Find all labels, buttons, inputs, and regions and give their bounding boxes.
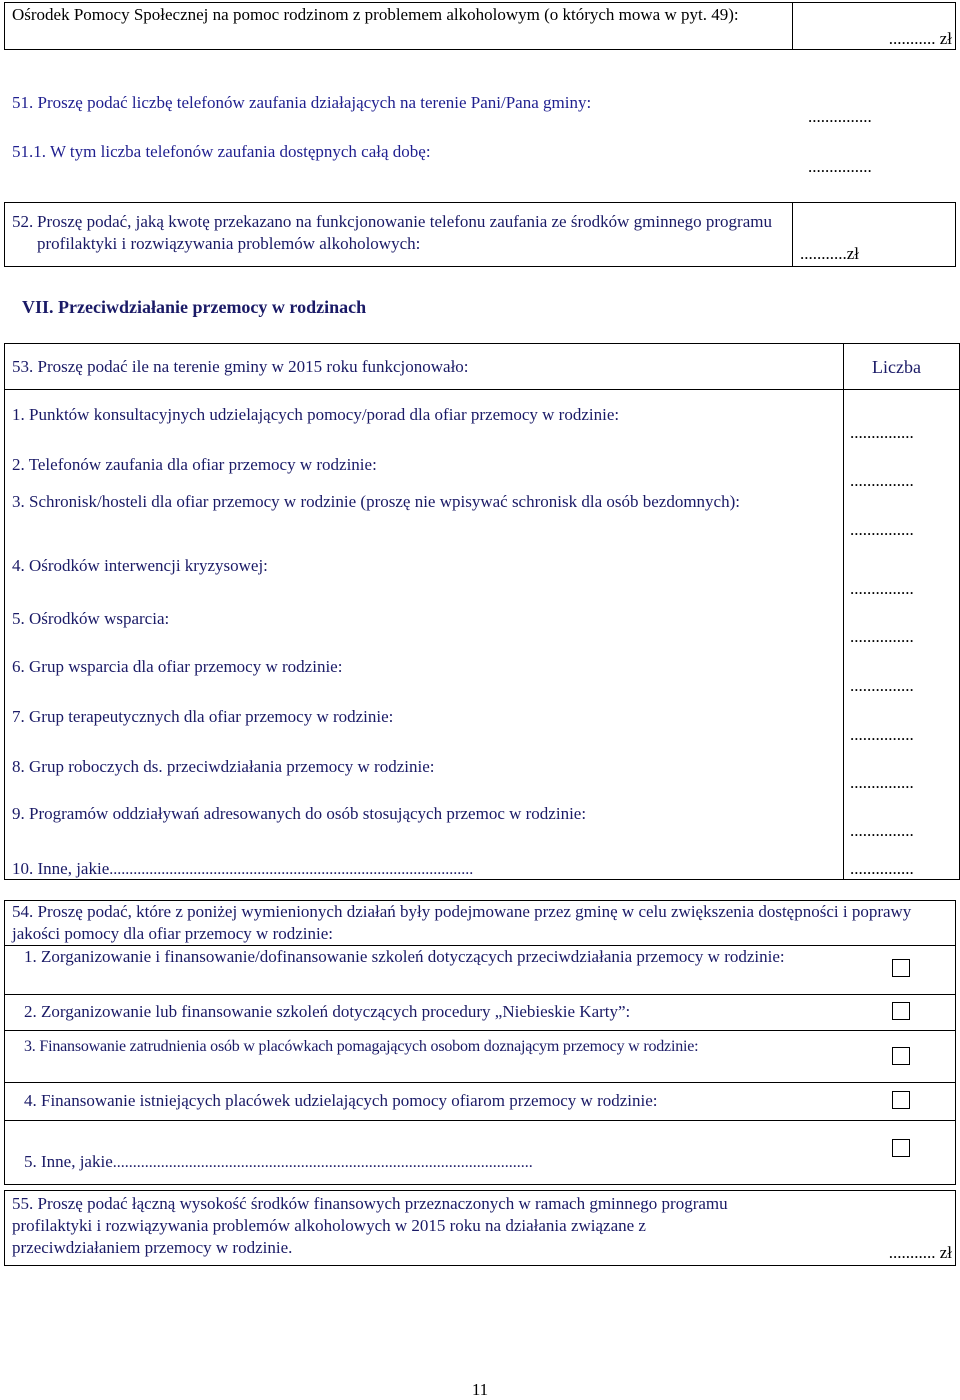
q53-item-label: 9. Programów oddziaływań adresowanych do osób stosujących przemoc w rodzinie: — [12, 804, 587, 823]
q53-item-answer[interactable]: ............... — [850, 520, 914, 539]
q53-item-label: 8. Grup roboczych ds. przeciwdziałania przemocy w rodzinie: — [12, 757, 435, 776]
q54-row-line — [4, 994, 956, 995]
q53-header: 53. Proszę podać ile na terenie gminy w 2015 roku funkcjonowało: — [12, 357, 469, 376]
q54-item-checkbox[interactable] — [892, 1047, 910, 1065]
q52-number: 52. — [12, 212, 34, 231]
q53-item-answer[interactable]: ............... — [850, 821, 914, 840]
q51-1-question: 51.1. W tym liczba telefonów zaufania dostępnych całą dobę: — [12, 142, 431, 161]
q52-answer[interactable]: ...........zł — [800, 244, 860, 263]
q53-item-label-text: 10. Inne, jakie — [12, 859, 110, 878]
q55-answer[interactable]: ........... zł — [888, 1243, 952, 1262]
q53-item-label-dots[interactable]: ........................................................................................... — [109, 861, 474, 878]
q54-item-label: 1. Zorganizowanie i finansowanie/dofinansowanie szkoleń dotyczących przeciwdziałania przemocy w rodzinie: — [24, 947, 785, 966]
q53-col-header: Liczba — [872, 357, 921, 377]
q53-item-label: 3. Schronisk/hosteli dla ofiar przemocy w rodzinie (proszę nie wpisywać schronisk dla osób bezdomnych): — [12, 492, 740, 511]
q54-row-line — [4, 1120, 956, 1121]
q53-col-divider — [843, 343, 844, 880]
q53-item-answer[interactable]: ............... — [850, 773, 914, 792]
q51-1-answer[interactable]: ............... — [808, 157, 872, 176]
q54-item-label: 2. Zorganizowanie lub finansowanie szkoleń dotyczących procedury „Niebieskie Karty”: — [24, 1002, 631, 1021]
q54-row-line — [4, 1082, 956, 1083]
q54-item-checkbox[interactable] — [892, 1091, 910, 1109]
q53-item-answer[interactable]: ............... — [850, 725, 914, 744]
q54-item-checkbox[interactable] — [892, 1139, 910, 1157]
q54-header: 54. Proszę podać, które z poniżej wymienionych działań były podejmowane przez gminę w celu zwiększenia dostępności i poprawy jakości pomocy dla ofiar przemocy w rodzinie: — [12, 902, 912, 943]
q52-divider — [792, 202, 793, 267]
q53-item-label: 6. Grup wsparcia dla ofiar przemocy w rodzinie: — [12, 657, 343, 676]
q54-item-checkbox[interactable] — [892, 1002, 910, 1020]
top-row-question: Ośrodek Pomocy Społecznej na pomoc rodzinom z problemem alkoholowym (o których mowa w pyt. 49): — [12, 5, 739, 24]
q51-question: 51. Proszę podać liczbę telefonów zaufania działających na terenie Pani/Pana gminy: — [12, 93, 592, 112]
q53-item-answer[interactable]: ............... — [850, 676, 914, 695]
q54-item-checkbox[interactable] — [892, 959, 910, 977]
q53-item-label: 7. Grup terapeutycznych dla ofiar przemocy w rodzinie: — [12, 707, 394, 726]
q53-item-answer[interactable]: ............... — [850, 859, 914, 878]
page-number: 11 — [471, 1380, 489, 1399]
q53-item-answer[interactable]: ............... — [850, 579, 914, 598]
section-title: VII. Przeciwdziałanie przemocy w rodzinach — [22, 297, 367, 317]
q54-item-label-dots[interactable]: ......................................................................................................... — [112, 1154, 533, 1171]
q54-row-line — [4, 1030, 956, 1031]
top-row-answer[interactable]: ........... zł — [888, 29, 952, 48]
q54-item-label: 3. Finansowanie zatrudnienia osób w placówkach pomagających osobom doznającym przemocy w rodzinie: — [24, 1038, 699, 1055]
q53-item-label: 5. Ośrodków wsparcia: — [12, 609, 170, 628]
q53-item-label: 1. Punktów konsultacyjnych udzielających pomocy/porad dla ofiar przemocy w rodzinie: — [12, 405, 620, 424]
q53-item-label: 4. Ośrodków interwencji kryzysowej: — [12, 556, 268, 575]
q54-item-label-text: 5. Inne, jakie — [24, 1152, 113, 1171]
q51-answer[interactable]: ............... — [808, 107, 872, 126]
q55-question: 55. Proszę podać łączną wysokość środków finansowych przeznaczonych w ramach gminnego programu profilaktyki i rozwiązywania problemów alkoholowych w 2015 roku na działania związane z przeciwdziałaniem przemocy w rodzinie. — [12, 1194, 728, 1257]
q54-item-label: 4. Finansowanie istniejących placówek udzielających pomocy ofiarom przemocy w rodzinie: — [24, 1091, 658, 1110]
q53-item-answer[interactable]: ............... — [850, 471, 914, 490]
q53-item-answer[interactable]: ............... — [850, 423, 914, 442]
q53-item-label: 2. Telefonów zaufania dla ofiar przemocy w rodzinie: — [12, 455, 377, 474]
q53-header-line — [4, 389, 960, 390]
q54-item-label — [24, 1151, 533, 1174]
q53-item-answer[interactable]: ............... — [850, 627, 914, 646]
top-row-divider — [792, 2, 793, 50]
q52-question: Proszę podać, jaką kwotę przekazano na funkcjonowanie telefonu zaufania ze środków gminnego programu profilaktyki i rozwiązywania problemów alkoholowych: — [37, 212, 772, 253]
q53-item-label — [12, 858, 473, 881]
